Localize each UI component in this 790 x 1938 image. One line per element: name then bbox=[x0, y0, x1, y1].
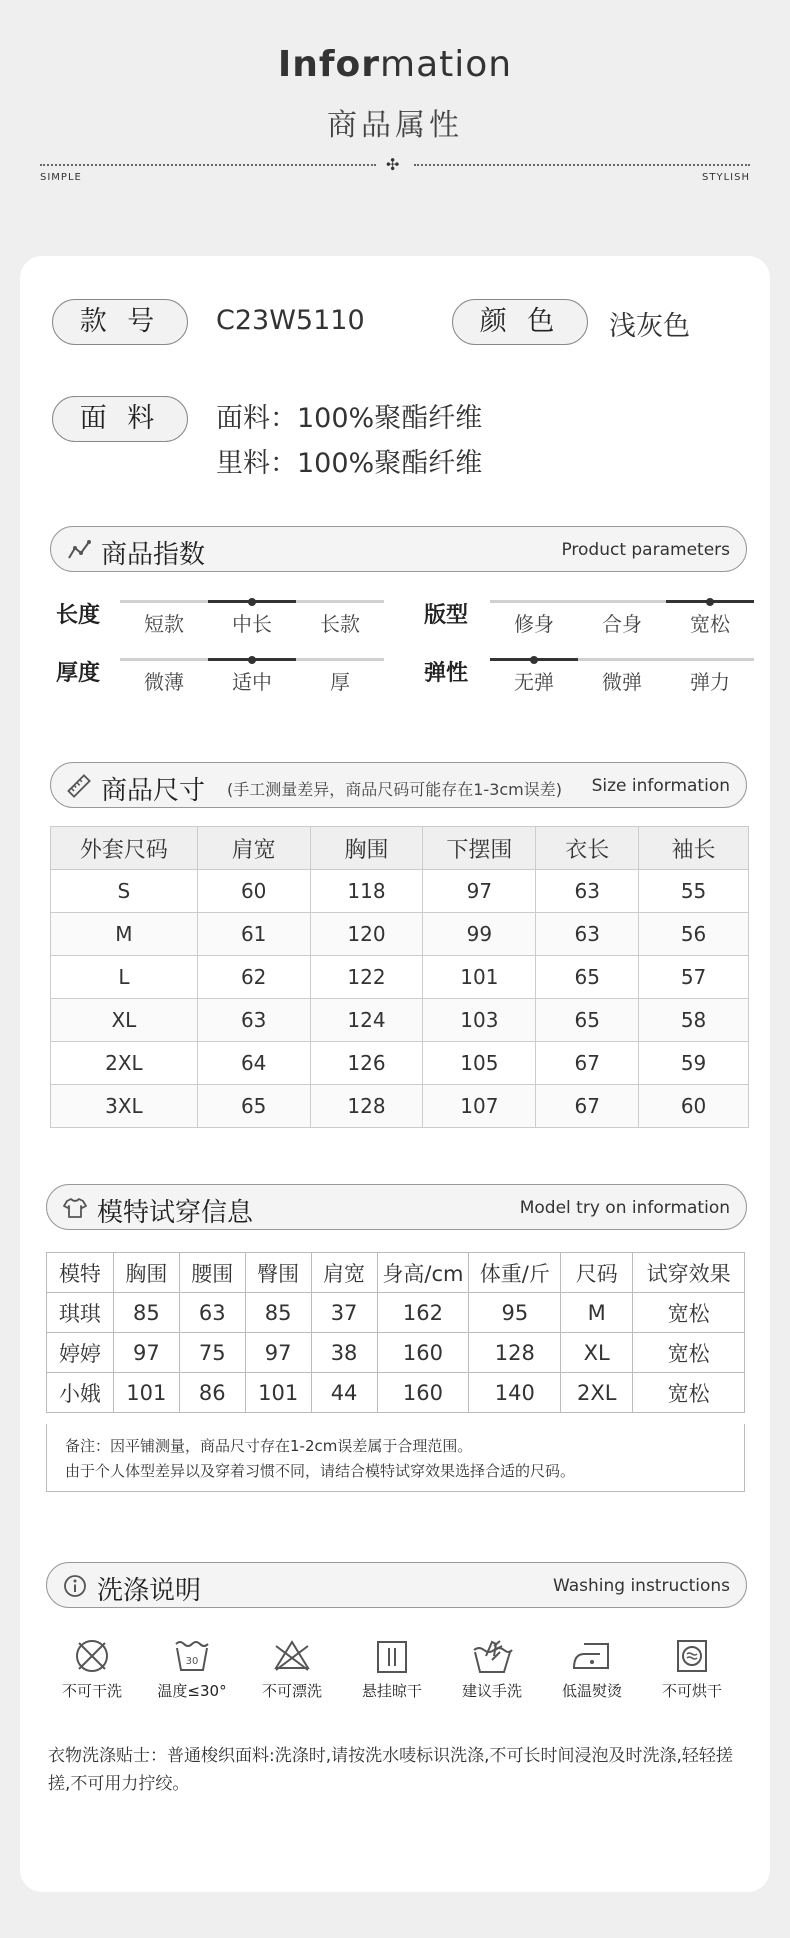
table-cell: 2XL bbox=[561, 1373, 633, 1413]
table-cell: 107 bbox=[423, 1085, 536, 1128]
low-iron-icon bbox=[570, 1636, 614, 1676]
size-col-header: 衣长 bbox=[536, 827, 639, 870]
table-cell: 103 bbox=[423, 999, 536, 1042]
size-col-header: 外套尺码 bbox=[51, 827, 198, 870]
table-cell: 2XL bbox=[51, 1042, 198, 1085]
table-cell: 85 bbox=[245, 1293, 311, 1333]
table-cell: 63 bbox=[536, 870, 639, 913]
size-section-title-en: Size information bbox=[591, 776, 730, 796]
page-header bbox=[0, 0, 790, 200]
table-cell: 38 bbox=[311, 1333, 377, 1373]
shirt-icon bbox=[63, 1196, 87, 1220]
simple-tag: SIMPLE bbox=[40, 172, 82, 183]
wash-item bbox=[647, 1636, 737, 1701]
table-row bbox=[51, 913, 749, 956]
wash-section-bar bbox=[46, 1562, 747, 1608]
table-cell: 67 bbox=[536, 1085, 639, 1128]
index-option: 修身 bbox=[514, 612, 554, 636]
index-option: 适中 bbox=[232, 670, 272, 694]
size-col-header: 下摆围 bbox=[423, 827, 536, 870]
size-col-header: 胸围 bbox=[310, 827, 423, 870]
table-cell: 60 bbox=[197, 870, 310, 913]
model-note-line1: 备注：因平铺测量，商品尺寸存在1-2cm误差属于合理范围。 bbox=[65, 1437, 473, 1455]
table-cell: 59 bbox=[639, 1042, 749, 1085]
index-option: 长款 bbox=[320, 612, 360, 636]
table-cell: 63 bbox=[536, 913, 639, 956]
table-cell: 宽松 bbox=[633, 1373, 745, 1413]
table-cell: 3XL bbox=[51, 1085, 198, 1128]
wash-item bbox=[547, 1636, 637, 1701]
table-cell: 65 bbox=[197, 1085, 310, 1128]
wash-section-title-en: Washing instructions bbox=[552, 1576, 730, 1596]
index-option: 厚 bbox=[330, 670, 350, 694]
trend-icon bbox=[67, 538, 91, 562]
table-cell: 124 bbox=[310, 999, 423, 1042]
table-cell: 160 bbox=[377, 1373, 469, 1413]
table-cell: 122 bbox=[310, 956, 423, 999]
index-label-fit: 版型 bbox=[424, 603, 469, 628]
table-cell: 67 bbox=[536, 1042, 639, 1085]
table-cell: 小娥 bbox=[47, 1373, 114, 1413]
index-option: 短款 bbox=[144, 612, 184, 636]
model-col-header: 尺码 bbox=[561, 1253, 633, 1293]
index-section-title: 商品指数 bbox=[101, 540, 206, 570]
model-col-header: 体重/斤 bbox=[469, 1253, 561, 1293]
table-row bbox=[51, 999, 749, 1042]
info-icon bbox=[63, 1574, 87, 1598]
table-cell: 162 bbox=[377, 1293, 469, 1333]
wash-temp-text: 30 bbox=[185, 1656, 199, 1667]
table-row bbox=[47, 1333, 745, 1373]
table-cell: 86 bbox=[179, 1373, 245, 1413]
wash-section-title: 洗涤说明 bbox=[97, 1576, 202, 1606]
index-option: 合身 bbox=[602, 612, 642, 636]
table-row bbox=[51, 870, 749, 913]
model-section-bar bbox=[46, 1184, 747, 1230]
index-dot-length bbox=[248, 598, 256, 606]
wash-label: 低温熨烫 bbox=[561, 1682, 622, 1700]
table-cell: 75 bbox=[179, 1333, 245, 1373]
table-row bbox=[47, 1373, 745, 1413]
index-option: 微薄 bbox=[144, 670, 184, 694]
table-cell: M bbox=[51, 913, 198, 956]
model-section-title-en: Model try on information bbox=[519, 1198, 730, 1218]
table-cell: 44 bbox=[311, 1373, 377, 1413]
wash-label: 建议手洗 bbox=[461, 1682, 522, 1700]
model-col-header: 腰围 bbox=[179, 1253, 245, 1293]
index-label-elasticity: 弹性 bbox=[424, 661, 469, 686]
color-label: 颜 色 bbox=[452, 299, 588, 345]
index-dot-thickness bbox=[248, 656, 256, 664]
index-option: 宽松 bbox=[690, 612, 730, 636]
crosshair-icon: ✣ bbox=[386, 155, 400, 174]
model-col-header: 试穿效果 bbox=[633, 1253, 745, 1293]
table-cell: 63 bbox=[179, 1293, 245, 1333]
table-cell: 101 bbox=[423, 956, 536, 999]
no-dry-clean-icon bbox=[72, 1636, 112, 1676]
table-cell: M bbox=[561, 1293, 633, 1333]
style-number-label: 款 号 bbox=[52, 299, 188, 345]
divider-left bbox=[40, 164, 376, 166]
table-cell: 65 bbox=[536, 999, 639, 1042]
table-cell: 58 bbox=[639, 999, 749, 1042]
model-note bbox=[46, 1424, 745, 1492]
wash-label: 不可烘干 bbox=[661, 1682, 722, 1700]
wash-30-icon bbox=[172, 1636, 212, 1676]
table-cell: 63 bbox=[197, 999, 310, 1042]
table-cell: XL bbox=[51, 999, 198, 1042]
table-row bbox=[51, 1042, 749, 1085]
wash-label: 悬挂晾干 bbox=[361, 1682, 422, 1700]
info-card bbox=[20, 256, 770, 1892]
table-row bbox=[47, 1293, 745, 1333]
wash-item bbox=[447, 1636, 537, 1701]
index-section-title-en: Product parameters bbox=[561, 540, 730, 560]
wash-item bbox=[347, 1636, 437, 1701]
model-col-header: 模特 bbox=[47, 1253, 114, 1293]
table-cell: 140 bbox=[469, 1373, 561, 1413]
index-option: 弹力 bbox=[690, 670, 730, 694]
model-table bbox=[46, 1252, 745, 1413]
table-cell: 126 bbox=[310, 1042, 423, 1085]
table-cell: 62 bbox=[197, 956, 310, 999]
model-table-header bbox=[47, 1253, 745, 1293]
table-cell: 99 bbox=[423, 913, 536, 956]
divider-right bbox=[414, 164, 750, 166]
size-table bbox=[50, 826, 749, 1128]
index-option: 无弹 bbox=[514, 670, 554, 694]
wash-item bbox=[247, 1636, 337, 1701]
wash-label: 不可漂洗 bbox=[261, 1682, 322, 1700]
model-col-header: 臀围 bbox=[245, 1253, 311, 1293]
no-bleach-icon bbox=[272, 1636, 312, 1676]
table-cell: 128 bbox=[469, 1333, 561, 1373]
table-row bbox=[51, 1085, 749, 1128]
table-cell: 120 bbox=[310, 913, 423, 956]
index-option: 中长 bbox=[232, 612, 272, 636]
index-dot-elasticity bbox=[530, 656, 538, 664]
stylish-tag: STYLISH bbox=[702, 172, 750, 183]
table-cell: 61 bbox=[197, 913, 310, 956]
model-note-line2: 由于个人体型差异以及穿着习惯不同，请结合模特试穿效果选择合适的尺码。 bbox=[65, 1462, 576, 1480]
table-cell: 101 bbox=[113, 1373, 179, 1413]
wash-tip: 衣物洗涤贴士：普通梭织面料:洗涤时,请按洗水唛标识洗涤,不可长时间浸泡及时洗涤,轻轻搓搓,不可用力拧绞。 bbox=[48, 1746, 733, 1794]
table-cell: 128 bbox=[310, 1085, 423, 1128]
table-cell: 97 bbox=[245, 1333, 311, 1373]
table-cell: 97 bbox=[423, 870, 536, 913]
table-cell: S bbox=[51, 870, 198, 913]
table-cell: 57 bbox=[639, 956, 749, 999]
page-title-cn: 商品属性 bbox=[327, 108, 463, 143]
table-cell: 85 bbox=[113, 1293, 179, 1333]
table-cell: 37 bbox=[311, 1293, 377, 1333]
index-section-bar bbox=[50, 526, 747, 572]
style-number-value: C23W5110 bbox=[216, 305, 365, 336]
table-cell: 宽松 bbox=[633, 1293, 745, 1333]
fabric-lining: 里料：100%聚酯纤维 bbox=[216, 448, 483, 479]
size-table-header bbox=[51, 827, 749, 870]
index-label-thickness: 厚度 bbox=[56, 661, 101, 686]
table-cell: 97 bbox=[113, 1333, 179, 1373]
table-cell: 118 bbox=[310, 870, 423, 913]
table-cell: 琪琪 bbox=[47, 1293, 114, 1333]
wash-label: 温度≤30° bbox=[157, 1682, 227, 1700]
table-cell: 101 bbox=[245, 1373, 311, 1413]
wash-item bbox=[147, 1636, 237, 1701]
model-section-title: 模特试穿信息 bbox=[97, 1198, 254, 1228]
table-cell: 60 bbox=[639, 1085, 749, 1128]
table-cell: 65 bbox=[536, 956, 639, 999]
no-tumble-dry-icon bbox=[672, 1636, 712, 1676]
index-dot-fit bbox=[706, 598, 714, 606]
size-section-note: (手工测量差异，商品尺码可能存在1-3cm误差) bbox=[227, 780, 563, 799]
ruler-icon bbox=[67, 774, 91, 798]
table-cell: 宽松 bbox=[633, 1333, 745, 1373]
index-option: 微弹 bbox=[602, 670, 642, 694]
index-label-length: 长度 bbox=[56, 603, 101, 628]
table-cell: 105 bbox=[423, 1042, 536, 1085]
table-cell: 160 bbox=[377, 1333, 469, 1373]
model-col-header: 身高/cm bbox=[377, 1253, 469, 1293]
size-section-title: 商品尺寸 bbox=[101, 776, 206, 806]
fabric-label: 面 料 bbox=[52, 396, 188, 442]
size-col-header: 袖长 bbox=[639, 827, 749, 870]
table-cell: XL bbox=[561, 1333, 633, 1373]
hand-wash-icon bbox=[470, 1636, 514, 1676]
table-cell: 64 bbox=[197, 1042, 310, 1085]
table-cell: 56 bbox=[639, 913, 749, 956]
fabric-outer: 面料：100%聚酯纤维 bbox=[216, 403, 483, 434]
table-row bbox=[51, 956, 749, 999]
hang-dry-icon bbox=[372, 1636, 412, 1676]
table-cell: 55 bbox=[639, 870, 749, 913]
model-col-header: 肩宽 bbox=[311, 1253, 377, 1293]
table-cell: 婷婷 bbox=[47, 1333, 114, 1373]
table-cell: 95 bbox=[469, 1293, 561, 1333]
size-col-header: 肩宽 bbox=[197, 827, 310, 870]
wash-item bbox=[47, 1636, 137, 1701]
color-value: 浅灰色 bbox=[609, 311, 690, 342]
wash-label: 不可干洗 bbox=[61, 1682, 122, 1700]
table-cell: L bbox=[51, 956, 198, 999]
size-section-bar bbox=[50, 762, 747, 808]
page-title-en: Information bbox=[277, 44, 513, 85]
model-col-header: 胸围 bbox=[113, 1253, 179, 1293]
